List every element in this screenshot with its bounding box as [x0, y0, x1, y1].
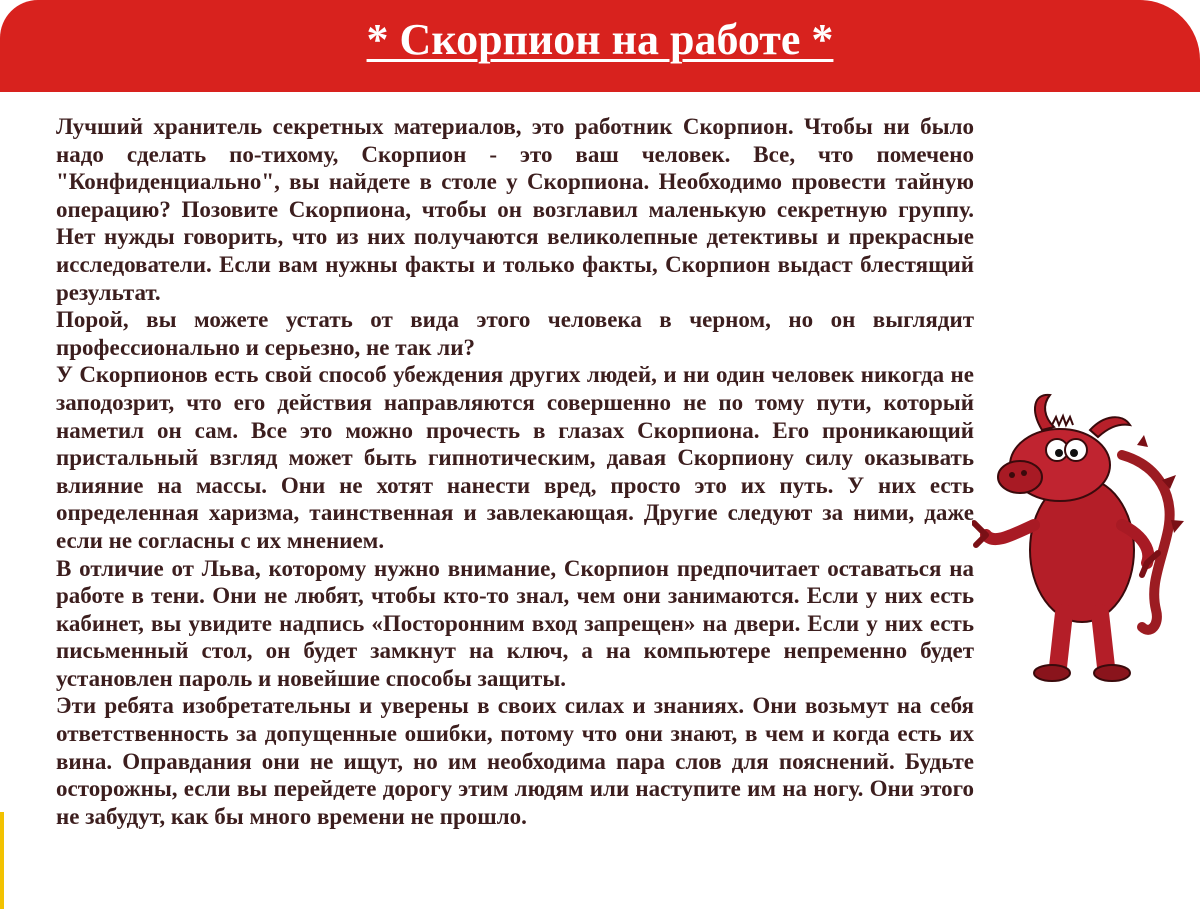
- page-title: * Скорпион на работе *: [366, 15, 834, 64]
- paragraph-3: У Скорпионов есть свой способ убеждения других людей, и ни один человек никогда не заподозрит, что его действия направляются совершенно не по тому пути, который наметил он сам. Все это можно прочесть в глазах Скорпиона. Его проникающий пристальный взгляд может быть гипнотическим, давая Скорпиону силу оказывать влияние на массы. Они не хотят нанести вред, просто это их путь. У них есть определенная харизма, таинственная и завлекающая. Другие следуют за ними, даже если не согласны с их мнением.: [56, 362, 974, 553]
- paragraph-4: В отличие от Льва, которому нужно внимание, Скорпион предпочитает оставаться на работе в тени. Они не любят, чтобы кто-то знал, чем они занимаются. Если у них есть кабинет, вы увидите надпись «Посторонним вход запрещен» на двери. Если у них есть письменный стол, он будет замкнут на ключ, а на компьютере непременно будет установлен пароль и новейшие способы защиты.: [56, 555, 974, 691]
- side-accent-stripe: [0, 812, 4, 909]
- article-body: [56, 113, 974, 903]
- paragraph-1: Лучший хранитель секретных материалов, это работник Скорпион. Чтобы ни было надо сделать по-тихому, Скорпион - это ваш человек. Все, что помечено "Конфиденциально", вы найдете в столе у Скорпиона. Необходимо провести тайную операцию? Позовите Скорпиона, чтобы он возглавил маленькую секретную группу. Нет нужды говорить, что из них получаются великолепные детективы и прекрасные исследователи. Если вам нужны факты и только факты, Скорпион выдаст блестящий результат.: [56, 114, 974, 305]
- title-banner: [0, 0, 1200, 92]
- paragraph-5: Эти ребята изобретательны и уверены в своих силах и знаниях. Они возьмут на себя ответственность за допущенные ошибки, потому что они знают, в чем и когда есть их вина. Оправдания они не ищут, но им необходима пара слов для пояснений. Будьте осторожны, если вы перейдете дорогу этим людям или наступите им на ногу. Они этого не забудут, как бы много времени не прошло.: [56, 693, 974, 829]
- scorpio-creature-icon: [972, 385, 1198, 685]
- paragraph-2: Порой, вы можете устать от вида этого человека в черном, но он выглядит профессионально и серьезно, не так ли?: [56, 307, 974, 360]
